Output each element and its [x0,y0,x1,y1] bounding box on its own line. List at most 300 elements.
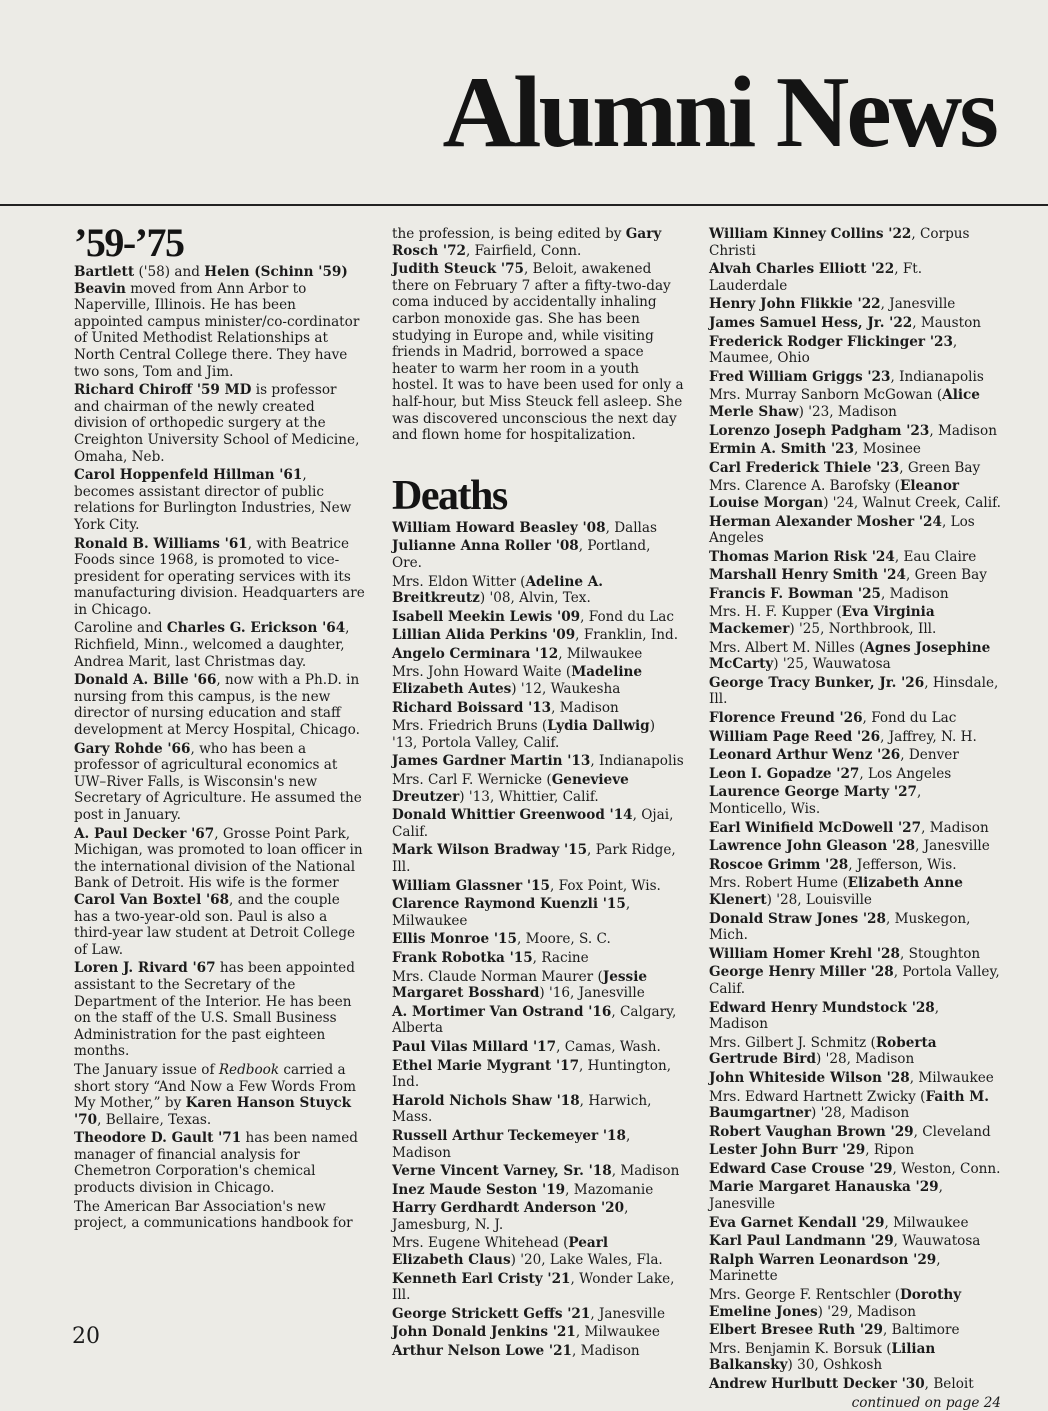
entry [74,264,366,380]
entry [709,1215,1001,1232]
entry [74,536,366,619]
entry [392,700,684,717]
entry [709,820,1001,837]
entry-name: Karl Paul Landmann '29 [709,1233,894,1250]
entry-text: Mrs. Eugene Whitehead ( [392,1235,569,1252]
entry-text: ) '29, Madison [817,1303,916,1320]
entry-text: , Muskegon, Mich. [709,910,971,944]
entry-name: George Strickett Geffs '21 [392,1305,591,1322]
entry-text: Mrs. Clarence A. Barofsky ( [709,478,900,495]
entry [392,878,684,895]
entry-text: , Beloit [924,1376,974,1392]
entry-text: , Fairfield, Conn. [466,242,582,259]
entry [392,574,684,607]
entry [709,1376,1001,1393]
entry-text: , Stoughton [899,945,981,962]
column-2 [392,226,684,1362]
entry-name: William Page Reed '26 [709,728,881,745]
entry-name: Carl Frederick Thiele '23 [709,459,900,476]
entry [709,1035,1001,1068]
entry-name: John Donald Jenkins '21 [392,1324,576,1341]
entry-text: ) '13, Whittier, Calif. [459,788,599,805]
entry-text: is professor and chairman of the newly created division of orthopedic surgery at the Creighton University School of Medicine, Omaha, Neb. [74,382,360,465]
entry-text: , Portland, Ore. [392,538,651,571]
entry-name: Harold Nichols Shaw '18 [392,1092,580,1109]
entry-name: Faith M. Baumgartner [709,1088,990,1122]
entry-name: Ermin A. Smith '23 [709,441,855,458]
entry-name: Edward Henry Mundstock '28 [709,999,935,1016]
entry-name: Elizabeth Anne Klenert [709,875,963,908]
entry-name: Roberta Gertrude Bird [709,1034,937,1068]
entry-name: Thomas Marion Risk '24 [709,548,895,565]
entry-text: Mrs. Benjamin K. Borsuk ( [709,1340,892,1357]
entry [709,549,1001,566]
header-rule [0,204,1048,206]
entry-text: , becomes assistant director of public relations for Burlington Industries, New York City. [74,467,352,533]
entry [74,620,366,670]
entry-name: Carol Hoppenfeld Hillman '61 [74,467,303,484]
entry-text: , Franklin, Ind. [575,627,679,644]
entry [709,1070,1001,1087]
entry-name: Frank Robotka '15 [392,949,533,966]
entry-name: Kenneth Earl Cristy '21 [392,1270,571,1287]
entry-name: Donald A. Bille '66 [74,672,217,689]
entry-text: , Harwich, Mass. [392,1092,652,1126]
entry-name: Inez Maude Seston '19 [392,1181,566,1198]
entry-name: Eva Garnet Kendall '29 [709,1214,885,1231]
entry [392,1324,684,1341]
entry-name: Charles G. Erickson '64 [166,620,346,637]
entry-text: , with Beatrice Foods since 1968, is promoted to vice-president for operating services with its manufacturing division. Headquarters are in Chicago. [74,535,365,618]
entry-text: , Fond du Lac [580,608,674,625]
entry-name: Verne Vincent Varney, Sr. '18 [392,1163,612,1180]
entry-name: Fred William Griggs '23 [709,368,891,385]
entry-name: George Henry Miller '28 [709,964,894,981]
entry-name: A. Paul Decker '67 [74,825,215,842]
entry-text: , Corpus Christi [709,226,970,259]
entry-text: , Monticello, Wis. [709,784,922,817]
entry-text: , Madison [572,1343,640,1360]
entry-text: , Dallas [605,519,657,536]
entry-name: Judith Steuck '75 [392,261,525,278]
entry [392,896,684,929]
entry [709,1142,1001,1159]
entry-name: Jessie Margaret Bosshard [392,968,648,1002]
entry [709,423,1001,440]
entry [709,857,1001,874]
entry-text: , Milwaukee [909,1069,994,1086]
entry-name: Lester John Burr '29 [709,1142,866,1159]
entry-text: , Janesville [709,1179,943,1213]
entry-name: Earl Winifield McDowell '27 [709,819,922,836]
entry-name: Laurence George Marty '27 [709,784,917,801]
entry [709,946,1001,963]
entry-text: Mrs. Eldon Witter ( [392,573,526,590]
entry-name: Lilian Balkansky [709,1340,936,1374]
entry-text: , Mosinee [854,441,921,458]
entry [709,604,1001,637]
entry-text: ) '28, Louisville [766,891,872,908]
entry-text: ) 30, Oshkosh [787,1357,883,1374]
entry-text: , Huntington, Ind. [392,1057,672,1091]
entry-text: , Milwaukee [558,645,643,662]
entry [74,382,366,465]
entry-name: Madeline Elizabeth Autes [392,664,643,698]
entry-text: Mrs. Robert Hume ( [709,875,848,892]
entry-name: Theodore D. Gault '71 [74,1130,242,1147]
entry-text: , Richfield, Minn., welcomed a daughter, Andrea Marit, last Christmas day. [74,620,350,670]
entry-text: , Maumee, Ohio [709,333,958,367]
entry-title: Redbook [218,1061,280,1078]
entry-text: , Madison [929,422,997,439]
entry [392,609,684,626]
entry-name: James Gardner Martin '13 [392,753,591,770]
entry-text: , Madison [611,1163,680,1180]
entry-text: , Madison [881,585,949,602]
entry-text: , who has been a professor of agricultural economics at UW–River Falls, is Wisconsin's new Secretary of Agriculture. He assumed the post in January. [74,740,362,823]
entry [709,369,1001,386]
entry [74,1199,366,1232]
entry [709,226,1001,259]
entry [709,441,1001,458]
entry [709,1287,1001,1320]
entry-text: , Mazomanie [565,1181,654,1198]
entry [392,1163,684,1180]
column-1 [74,220,366,1234]
entry-text: , Wonder Lake, Ill. [392,1270,675,1304]
entry-text: carried a short story “And Now a Few Words From My Mother,” by [74,1061,356,1112]
entry [709,766,1001,783]
entry-text: , Ojai, Calif. [392,807,674,840]
entry-name: Karen Hanson Stuyck '70 [74,1095,352,1128]
entry-text: , Ripon [865,1142,915,1159]
entry [709,838,1001,855]
entry-text: , Green Bay [899,459,981,476]
entry-text: , Mauston [912,314,982,331]
entry [392,1306,684,1323]
entry-text: , Jamesburg, N. J. [392,1200,629,1233]
entry-name: Lillian Alida Perkins '09 [392,627,576,644]
entry [392,1058,684,1091]
entry [709,875,1001,908]
entry [709,964,1001,997]
entry-text: Mrs. George F. Rentschler ( [709,1287,901,1304]
entry [709,334,1001,367]
entry [709,261,1001,294]
entry-text: , Moore, S. C. [516,931,611,948]
entry-name: Clarence Raymond Kuenzli '15 [392,896,626,913]
entry-text: , Fond du Lac [862,710,957,727]
entry [74,1062,366,1128]
entry-text: , Eau Claire [894,548,977,565]
entry-name: Pearl Elizabeth Claus [392,1235,609,1269]
entry [709,1161,1001,1178]
entry [709,1179,1001,1212]
entry-text: , Los Angeles [709,513,975,547]
entry-name: Eleanor Louise Morgan [709,478,960,511]
entry-text: , Milwaukee [884,1214,969,1231]
entry-text: ) '28, Madison [815,1051,915,1068]
entry-text: ) '28, Madison [811,1105,910,1122]
entry-name: John Whiteside Wilson '28 [709,1069,910,1086]
entry-text: ) '12, Waukesha [511,681,621,698]
col2-top-entries [392,226,684,444]
entry-text: Mrs. John Howard Waite ( [392,664,572,681]
entry-name: A. Mortimer Van Ostrand '16 [392,1003,612,1020]
entry [392,261,684,444]
entry-text: , Janesville [880,296,956,313]
entry [392,1182,684,1199]
entry-name: Lawrence John Gleason '28 [709,838,916,855]
entry-name: Edward Case Crouse '29 [709,1160,893,1177]
entry-name: Alvah Charles Elliott '22 [709,261,895,278]
entry [392,1343,684,1360]
entry-name: Russell Arthur Teckemeyer '18 [392,1127,626,1144]
entry-text: The American Bar Association's new project, a communications handbook for [74,1198,353,1232]
entry-text: , Portola Valley, Calif. [709,964,1000,997]
entry [709,640,1001,673]
entry-text: , Denver [900,747,959,764]
entry-name: William Homer Krehl '28 [709,945,900,962]
entry [392,1128,684,1161]
class-years-heading: ’59-’75 [74,220,184,265]
entry [709,514,1001,547]
entry-name: Donald Whittier Greenwood '14 [392,807,633,824]
entry [392,664,684,697]
entry [392,1235,684,1268]
entry [709,1124,1001,1141]
entry-name: Paul Vilas Millard '17 [392,1038,557,1055]
entry-text: , Green Bay [905,567,987,584]
entry-text: , Los Angeles [859,765,952,782]
entry [392,931,684,948]
entry-text: , Baltimore [883,1322,960,1339]
entry-name: Florence Freund '26 [709,710,863,727]
entry [392,627,684,644]
continued-note: continued on page 24 [851,1394,1001,1411]
entry-text: , Milwaukee [392,896,631,929]
entry-name: Angelo Cerminara '12 [392,645,559,662]
entry-name: Leon I. Gopadze '27 [709,765,860,782]
entry [392,520,684,537]
entry-text: Mrs. Friedrich Bruns ( [392,718,548,735]
entry-name: Roscoe Grimm '28 [709,856,849,873]
entry-name: William Kinney Collins '22 [709,226,912,242]
entry-text: , Beloit, awakened there on February 7 after a fifty-two-day coma induced by accidentally inhaling carbon monoxide gas. She has been studying in Europe and, while visiting friends in Madrid, borrowed a space heater to warm her room in a youth hostel. It was to have been used for only a half-hour, but Miss Steuck fell asleep. She was discovered unconscious the next day and flown home for hospitalization. [392,261,684,444]
entry-name: Julianne Anna Roller '08 [392,538,579,555]
entry-text: ) '24, Walnut Creek, Calif. [823,494,1001,511]
entry [392,646,684,663]
entry [74,672,366,738]
column-3 [709,226,1001,1411]
entry-text: , Jefferson, Wis. [848,856,957,873]
entry [709,1341,1001,1374]
entry-name: Ronald B. Williams '61 [74,535,248,552]
entry [74,960,366,1060]
entry-text: , Madison [921,819,989,836]
entry-name: Harry Gerdhardt Anderson '20 [392,1200,625,1217]
deaths-entries [392,520,684,1360]
entry-text: has been appointed assistant to the Secretary of the Department of the Interior. He has been on the staff of the U.S. Small Business Administration for the past eighteen months. [74,960,355,1060]
entry [392,1039,684,1056]
entry-text: , Jaffrey, N. H. [880,728,977,745]
entry-name: Elbert Bresee Ruth '29 [709,1322,883,1339]
entry-text: Caroline and [74,620,167,637]
entry-text: ) '25, Wauwatosa [773,656,891,673]
entry-name: Ellis Monroe '15 [392,931,517,948]
page-number: 20 [72,1324,100,1349]
entry-text: , Janesville [590,1305,666,1322]
entry-name: Gary Rohde '66 [74,740,191,757]
entry-text: , Bellaire, Texas. [97,1111,212,1128]
entry-name: Lydia Dallwig [547,718,650,735]
entry-text: , Madison [709,999,940,1033]
entry-text: , Janesville [915,838,990,855]
entry-text: ) '20, Lake Wales, Fla. [510,1252,663,1269]
entry-name: Henry John Flikkie '22 [709,296,881,313]
entry-text: The January issue of [74,1061,219,1078]
entry [709,729,1001,746]
entry [709,460,1001,477]
entry [709,675,1001,708]
entry-name: Mark Wilson Bradway '15 [392,842,588,859]
entry [709,567,1001,584]
entry [709,586,1001,603]
entry-text: Mrs. Gilbert J. Schmitz ( [709,1034,876,1051]
entry [392,1271,684,1304]
entry [709,1233,1001,1250]
entry [709,478,1001,511]
entry [709,1089,1001,1122]
entry [392,950,684,967]
entry [392,1200,684,1233]
entry-text: Mrs. H. F. Kupper ( [709,604,842,621]
entry [392,718,684,751]
entry-name: Isabell Meekin Lewis '09 [392,608,581,625]
entry-text: has been named manager of financial analysis for Chemetron Corporation's chemical products division in Chicago. [74,1130,358,1197]
entry [392,807,684,840]
entry [709,747,1001,764]
entry-text: , Racine [532,949,589,966]
col3-entries [709,226,1001,1393]
entry [74,741,366,824]
entry-text: ('58) and [134,264,205,280]
entry-name: Adeline A. Breitkreutz [392,573,604,607]
entry-name: Ethel Marie Mygrant '17 [392,1057,580,1074]
entry [392,753,684,770]
entry-text: , Grosse Point Park, Michigan, was promoted to loan officer in the international division of the National Bank of Detroit. His wife is the former [74,825,363,892]
entry-text: , Ft. Lauderdale [709,261,923,294]
entry-name: Richard Chiroff '59 MD [74,382,252,399]
entry-text: ) '23, Madison [798,403,897,420]
entry-name: Andrew Hurlbutt Decker '30 [709,1376,925,1392]
entry-text: , Camas, Wash. [556,1038,661,1055]
entry-text: , Madison [392,1127,631,1161]
entry-text: , Cleveland [913,1123,991,1140]
entry-text: , Hinsdale, Ill. [709,674,999,708]
entry-text: Mrs. Carl F. Wernicke ( [392,772,552,789]
entry [74,826,366,959]
entry [392,538,684,571]
entry-name: Arthur Nelson Lowe '21 [392,1343,573,1360]
entry-text: Mrs. Edward Hartnett Zwicky ( [709,1088,926,1105]
masthead-title: Alumni News [442,56,996,169]
entry [392,842,684,875]
entry-text: , and the couple has a two-year-old son. Paul is also a third-year law student at Detroit College of Law. [74,891,356,958]
entry-text: , Wauwatosa [893,1233,981,1250]
entry-text: , Indianapolis [590,753,684,770]
entry-name: Bartlett [74,264,135,280]
entry-text: , now with a Ph.D. in nursing from this campus, is the new director of nursing education and staff development at Mercy Hospital, Chicago. [74,672,360,739]
entry-name: Dorothy Emeline Jones [709,1287,962,1320]
entry [709,387,1001,420]
entry [709,1322,1001,1339]
entry-name: Gary Rosch '72 [392,226,662,259]
entry-name: Richard Boissard '13 [392,699,552,716]
entry [392,1093,684,1126]
entry [74,467,366,533]
entry-text: , Indianapolis [890,368,984,385]
entry [392,1004,684,1037]
entry-name: Herman Alexander Mosher '24 [709,513,942,530]
entry [392,969,684,1002]
entry [709,911,1001,944]
entry-name: Frederick Rodger Flickinger '23 [709,333,953,350]
entry-name: William Howard Beasley '08 [392,519,606,536]
entry-name: Agnes Josephine McCarty [709,639,991,673]
entry-name: Robert Vaughan Brown '29 [709,1123,914,1140]
entry-text: , Weston, Conn. [892,1160,1001,1177]
entry [709,296,1001,313]
entry [392,772,684,805]
entry-text: Mrs. Murray Sanborn McGowan ( [709,387,943,404]
entry-name: Leonard Arthur Wenz '26 [709,747,901,764]
entry-name: Helen (Schinn '59) Beavin [74,264,348,297]
entry-name: George Tracy Bunker, Jr. '26 [709,674,925,691]
entry-name: Eva Virginia Mackemer [709,604,935,638]
entry-text: ) '25, Northbrook, Ill. [789,621,937,638]
entry [709,784,1001,817]
entry-name: Lorenzo Joseph Padgham '23 [709,422,930,439]
entry-text: ) '13, Portola Valley, Calif. [392,718,655,751]
entry-name: Loren J. Rivard '67 [74,960,216,977]
entry-name: Marie Margaret Hanauska '29 [709,1179,939,1196]
entry-text: , Marinette [709,1251,941,1285]
entry-name: James Samuel Hess, Jr. '22 [709,314,913,331]
entry-text: moved from Ann Arbor to Naperville, Illinois. He has been appointed campus minister/co-cordinator of United Methodist Relationships at North Central College there. They have two sons, Tom and Jim. [74,280,360,380]
entry-name: Ralph Warren Leonardson '29 [709,1251,937,1268]
entry-text: ) '08, Alvin, Tex. [479,590,591,607]
entry [709,710,1001,727]
entry-name: Carol Van Boxtel '68 [74,891,230,908]
entry-text: , Calgary, Alberta [392,1003,677,1037]
entry-text: , Madison [551,699,619,716]
entry-name: William Glassner '15 [392,877,551,894]
entry-text: , Park Ridge, Ill. [392,842,676,875]
entry-text: Mrs. Claude Norman Maurer ( [392,968,603,985]
entry [709,315,1001,332]
entry-text: ) '16, Janesville [539,985,645,1002]
entry-text: the profession, is being edited by [392,226,626,242]
entry-name: Francis F. Bowman '25 [709,585,881,602]
entry [74,1130,366,1196]
col1-entries [74,264,366,1232]
entry [392,226,684,259]
entry-text: , Fox Point, Wis. [550,877,661,894]
deaths-heading: Deaths [392,472,507,519]
entry-name: Alice Merle Shaw [709,387,980,420]
entry-text: , Milwaukee [575,1324,660,1341]
